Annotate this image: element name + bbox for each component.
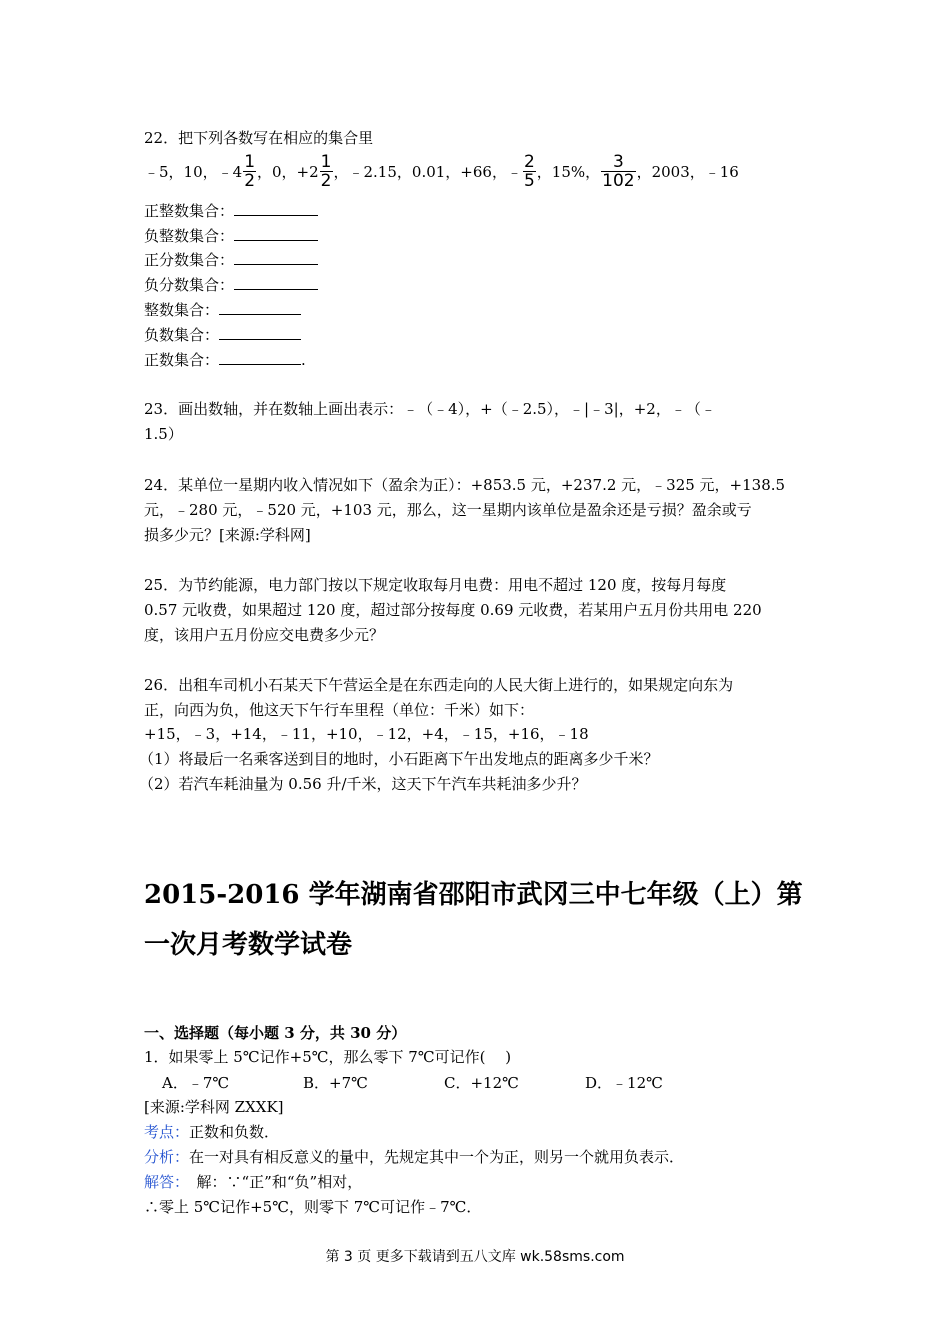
q1-kaodian xyxy=(144,1122,279,1142)
q26-line1: 26．出租车司机小石某天下午营运全是在东西走向的人民大街上进行的，如果规定向东为 xyxy=(144,676,734,694)
q26-mileage: +15，﹣3，+14，﹣11，+10，﹣12，+4，﹣15，+16，﹣18 xyxy=(144,725,589,743)
set-label: 正数集合： xyxy=(144,351,220,369)
q22-numbers-part: ，15%， xyxy=(536,163,601,181)
q1-option-d[interactable]: D．﹣12℃ xyxy=(585,1074,663,1092)
q1-fenxi xyxy=(144,1147,684,1167)
set-label: 负整数集合： xyxy=(144,227,235,245)
q22-numbers xyxy=(144,150,739,194)
jieda-label: 解答： xyxy=(144,1173,182,1191)
set-label: 正整数集合： xyxy=(144,202,235,220)
q22-numbers-part: ，2003，﹣16 xyxy=(636,163,739,181)
fenxi-text: 在一对具有相反意义的量中，先规定其中一个为正，则另一个就用负表示． xyxy=(189,1148,685,1166)
q1-option-a[interactable]: A．﹣7℃ xyxy=(162,1074,230,1092)
answer-blank[interactable] xyxy=(234,275,318,290)
exam-title-line1: 2015-2016 学年湖南省邵阳市武冈三中七年级（上）第 xyxy=(144,880,803,910)
set-label: 整数集合： xyxy=(144,301,220,319)
q25-line3: 度，该用户五月份应交电费多少元？ xyxy=(144,626,385,644)
section-heading: 一、选择题（每小题 3 分，共 30 分） xyxy=(144,1024,407,1042)
q24-line3: 损多少元？[来源:学科网] xyxy=(144,526,311,544)
set-negative-numbers xyxy=(144,325,301,345)
q22-title: 22．把下列各数写在相应的集合里 xyxy=(144,129,374,147)
answer-blank[interactable] xyxy=(234,201,318,216)
set-label: 负分数集合： xyxy=(144,276,235,294)
fraction-numerator: 2 xyxy=(523,151,535,172)
exam-title-line2: 一次月考数学试卷 xyxy=(144,930,353,960)
kaodian-text: 正数和负数． xyxy=(189,1123,280,1141)
jieda-text: 解：∵“正”和“负”相对， xyxy=(181,1173,363,1191)
q23-line2: 1.5） xyxy=(144,425,183,443)
fraction-denominator: 102 xyxy=(602,170,635,191)
fraction-two-fifths xyxy=(523,153,536,190)
set-label: 负数集合： xyxy=(144,326,220,344)
fraction-three-over-102 xyxy=(601,153,635,190)
fraction-one-half xyxy=(243,153,256,190)
set-positive-fractions xyxy=(144,250,318,270)
q1-stem: 1．如果零上 5℃记作+5℃，那么零下 7℃可记作( ) xyxy=(144,1048,512,1066)
answer-blank[interactable] xyxy=(219,350,301,365)
q1-jieda xyxy=(144,1172,362,1192)
q1-option-b[interactable]: B．+7℃ xyxy=(303,1074,368,1092)
q25-line2: 0.57 元收费，如果超过 120 度，超过部分按每度 0.69 元收费，若某用户五月份共用电 220 xyxy=(144,601,762,619)
set-negative-integers xyxy=(144,226,318,246)
fraction-denominator: 2 xyxy=(320,170,332,191)
set-positive-integers xyxy=(144,201,318,221)
q25-line1: 25．为节约能源，电力部门按以下规定收取每月电费：用电不超过 120 度，按每月每度 xyxy=(144,576,727,594)
set-integers xyxy=(144,300,301,320)
fraction-one-half xyxy=(320,153,333,190)
q22-numbers-part: ﹣5，10，﹣4 xyxy=(144,163,243,181)
q26-line2: 正，向西为负，他这天下午行车里程（单位：千米）如下： xyxy=(144,701,535,719)
fraction-denominator: 2 xyxy=(244,170,256,191)
q1-source: [来源:学科网 ZXXK] xyxy=(144,1098,284,1116)
fraction-denominator: 5 xyxy=(523,170,535,191)
q1-option-c[interactable]: C．+12℃ xyxy=(444,1074,519,1092)
answer-blank[interactable] xyxy=(219,300,301,315)
q26-part2: （2）若汽车耗油量为 0.56 升/千米，这天下午汽车共耗油多少升？ xyxy=(139,775,587,793)
q26-part1: （1）将最后一名乘客送到目的地时，小石距离下午出发地点的距离多少千米？ xyxy=(139,750,659,768)
q22-numbers-part: ，﹣2.15，0.01，+66，﹣ xyxy=(333,163,522,181)
period: . xyxy=(301,351,306,369)
fraction-numerator: 1 xyxy=(244,151,256,172)
fraction-numerator: 3 xyxy=(601,153,635,172)
fenxi-label: 分析： xyxy=(144,1148,190,1166)
set-negative-fractions xyxy=(144,275,318,295)
q22-numbers-part: ，0，+2 xyxy=(257,163,319,181)
answer-blank[interactable] xyxy=(234,226,318,241)
set-label: 正分数集合： xyxy=(144,251,235,269)
q23-line1: 23．画出数轴，并在数轴上画出表示：﹣（﹣4），+（﹣2.5），﹣|﹣3|，+2，﹣（﹣ xyxy=(144,400,716,418)
q24-line1: 24．某单位一星期内收入情况如下（盈余为正）：+853.5 元，+237.2 元，﹣325 元，+138.5 xyxy=(144,476,786,494)
set-positive-numbers xyxy=(144,350,306,370)
fraction-numerator: 1 xyxy=(320,151,332,172)
page-footer: 第 3 页 更多下载请到五八文库 wk.58sms.com xyxy=(325,1249,625,1265)
answer-blank[interactable] xyxy=(219,325,301,340)
kaodian-label: 考点： xyxy=(144,1123,190,1141)
q1-conclusion: ∴零上 5℃记作+5℃，则零下 7℃可记作﹣7℃． xyxy=(144,1198,482,1216)
q24-line2: 元，﹣280 元，﹣520 元，+103 元，那么，这一星期内该单位是盈余还是亏损？盈余或亏 xyxy=(144,501,752,519)
answer-blank[interactable] xyxy=(234,250,318,265)
